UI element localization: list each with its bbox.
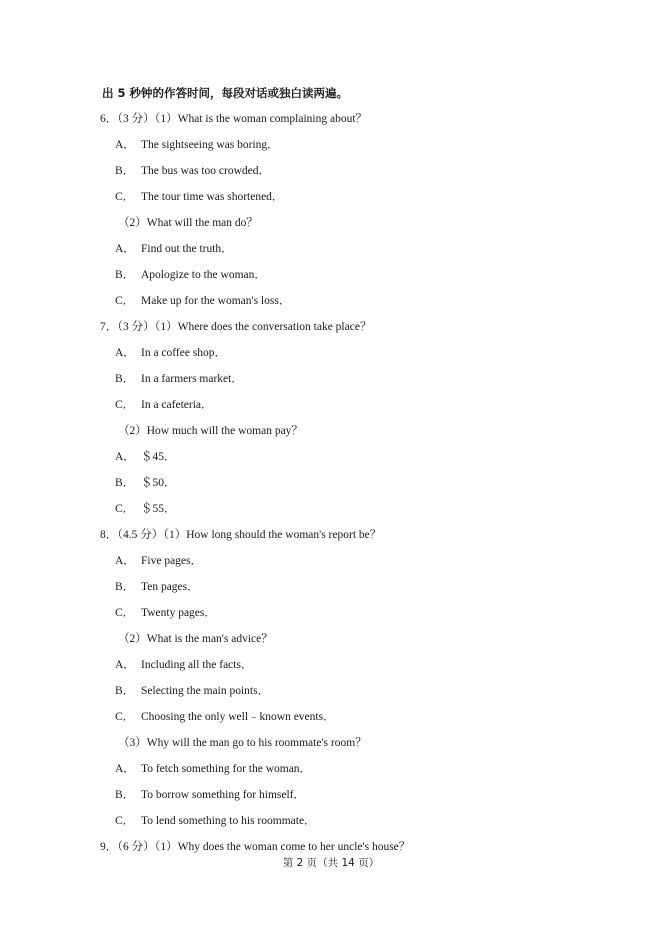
option-letter: C．: [115, 815, 135, 827]
option-text: In a farmers market．: [141, 373, 243, 385]
question-8-2-stem: （2）What is the man's advice？: [118, 633, 273, 645]
question-8-3-stem: （3）Why will the man go to his roommate's room？: [118, 737, 367, 749]
option-text: ＄55．: [141, 503, 176, 515]
option-text: In a coffee shop．: [141, 347, 227, 359]
question-7-2-option-b: [115, 476, 176, 490]
question-8-stem: 8．（4.5 分）（1）How long should the woman's report be？: [100, 529, 382, 541]
option-letter: A．: [115, 139, 135, 151]
question-8-1-option-a: [115, 554, 202, 568]
section-instruction: 出 5 秒钟的作答时间，每段对话或独白读两遍。: [102, 86, 349, 100]
option-letter: A．: [115, 347, 135, 359]
question-7-stem: 7．（3 分）（1）Where does the conversation take place？: [100, 321, 372, 333]
question-8-3-option-b: [115, 788, 305, 802]
option-letter: B．: [115, 685, 135, 697]
question-7-1-option-b: [115, 372, 243, 386]
option-text: Make up for the woman's loss．: [141, 295, 291, 307]
option-letter: A．: [115, 243, 135, 255]
option-text: To borrow something for himself．: [141, 789, 306, 801]
question-9-stem: 9．（6 分）（1）Why does the woman come to her uncle's house？: [100, 841, 411, 853]
option-text: Ten pages．: [141, 581, 199, 593]
question-6-1-option-c: [115, 190, 283, 204]
option-letter: C．: [115, 711, 135, 723]
question-6-2-option-a: [115, 242, 233, 256]
option-letter: B．: [115, 581, 135, 593]
option-text: ＄45．: [141, 451, 176, 463]
question-6-1-option-a: [115, 138, 279, 152]
option-letter: C．: [115, 295, 135, 307]
question-7-2-option-c: [115, 502, 176, 516]
option-letter: C．: [115, 503, 135, 515]
option-letter: B．: [115, 789, 135, 801]
option-text: Apologize to the woman．: [141, 269, 266, 281]
question-7-1-option-c: [115, 398, 213, 412]
question-6-stem: 6．（3 分）（1）What is the woman complaining about？: [100, 113, 368, 125]
option-letter: C．: [115, 191, 135, 203]
option-letter: A．: [115, 659, 135, 671]
option-letter: A．: [115, 451, 135, 463]
option-text: In a cafeteria．: [141, 399, 213, 411]
option-letter: B．: [115, 269, 135, 281]
option-text: Find out the truth．: [141, 243, 233, 255]
option-text: Five pages．: [141, 555, 203, 567]
option-letter: B．: [115, 477, 135, 489]
question-8-3-option-a: [115, 762, 311, 776]
question-8-1-option-b: [115, 580, 199, 594]
option-text: To lend something to his roommate．: [141, 815, 316, 827]
question-6-2-option-b: [115, 268, 266, 282]
option-letter: C．: [115, 399, 135, 411]
question-8-2-option-b: [115, 684, 269, 698]
question-7-1-option-a: [115, 346, 226, 360]
option-text: Selecting the main points．: [141, 685, 270, 697]
option-text: The sightseeing was boring．: [141, 139, 279, 151]
option-text: Choosing the only well﹣known events．: [141, 711, 335, 723]
question-6-1-option-b: [115, 164, 270, 178]
option-letter: C．: [115, 607, 135, 619]
option-letter: B．: [115, 165, 135, 177]
option-text: To fetch something for the woman．: [141, 763, 312, 775]
option-text: Including all the facts．: [141, 659, 253, 671]
question-7-2-stem: （2）How much will the woman pay？: [118, 425, 303, 437]
option-letter: B．: [115, 373, 135, 385]
option-text: ＄50．: [141, 477, 176, 489]
question-8-3-option-c: [115, 814, 316, 828]
question-6-2-option-c: [115, 294, 290, 308]
question-7-2-option-a: [115, 450, 176, 464]
option-letter: A．: [115, 763, 135, 775]
question-6-2-stem: （2）What will the man do？: [118, 217, 258, 229]
page-number-footer: 第 2 页（共 14 页）: [282, 857, 380, 869]
question-8-1-option-c: [115, 606, 216, 620]
question-8-2-option-a: [115, 658, 252, 672]
option-text: The tour time was shortened．: [141, 191, 284, 203]
option-letter: A．: [115, 555, 135, 567]
option-text: The bus was too crowded．: [141, 165, 271, 177]
option-text: Twenty pages．: [141, 607, 216, 619]
question-8-2-option-c: [115, 710, 335, 724]
